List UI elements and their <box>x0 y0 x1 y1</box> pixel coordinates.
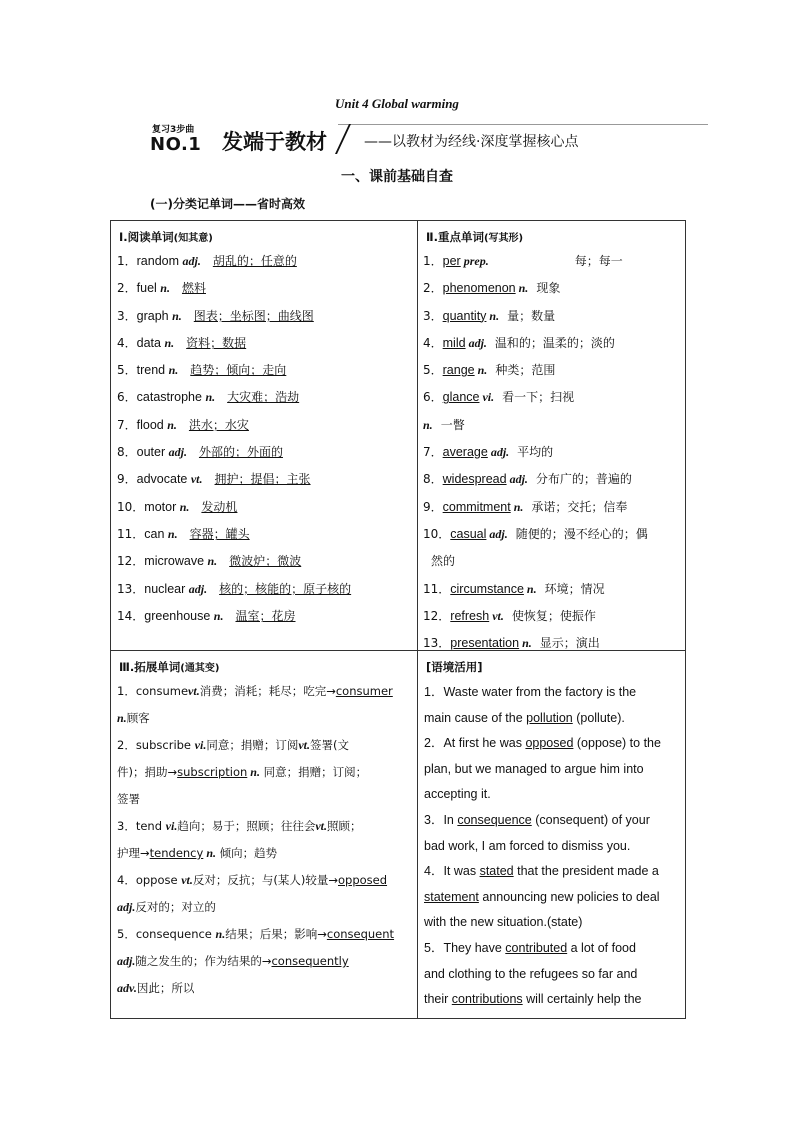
text-segment: accepting it. <box>424 787 491 802</box>
list-item <box>418 548 685 575</box>
item-number: 4． <box>117 335 137 350</box>
answer-meaning: 趋势；倾向；走向 <box>190 363 287 378</box>
text-line <box>418 808 685 834</box>
text-segment: 1．consume <box>117 684 189 698</box>
text-segment: 5．They have <box>424 940 506 955</box>
answer-blank: tendency <box>149 846 204 860</box>
list-item <box>111 494 417 521</box>
list-item <box>418 412 685 439</box>
part-of-speech: n. <box>519 636 532 651</box>
text-segment: 2．subscribe <box>117 738 195 752</box>
answer-word: casual <box>450 526 487 541</box>
text-segment: 随之发生的；作为结果的→ <box>135 954 272 968</box>
word-list <box>111 248 417 630</box>
list-item <box>111 412 417 439</box>
text-segment: 顾客 <box>126 711 150 725</box>
vocab-word: flood <box>136 417 168 432</box>
part-of-speech: vt. <box>315 819 327 833</box>
banner-subtitle: ——以教材为经线·深度掌握核心点 <box>364 134 579 150</box>
list-item <box>418 521 685 548</box>
item-number: 13． <box>423 636 451 651</box>
text-segment: main cause of the <box>424 710 527 725</box>
answer-word: glance <box>442 390 480 405</box>
vocab-word: catastrophe <box>136 390 206 405</box>
word-meaning: 每；每一 <box>574 254 623 268</box>
item-number: 3． <box>423 308 443 323</box>
vocab-word: data <box>136 335 165 350</box>
text-segment: 3．tend <box>117 819 166 833</box>
banner-number: NO.1 <box>150 134 202 155</box>
item-number: 11． <box>117 526 145 541</box>
answer-word: mild <box>442 335 466 350</box>
list-item <box>418 275 685 302</box>
part-of-speech: n. <box>168 363 179 378</box>
banner-divider <box>338 124 708 125</box>
part-of-speech: n. <box>510 499 524 514</box>
item-number: 1． <box>423 254 443 268</box>
item-number: 10． <box>423 526 451 541</box>
answer-blank: contributions <box>451 992 523 1007</box>
word-meaning: 分布广的；普遍的 <box>535 472 632 487</box>
answer-blank: consequently <box>271 954 349 968</box>
part-of-speech: vt. <box>489 608 504 623</box>
text-line <box>418 987 685 1013</box>
word-family-list <box>111 678 417 1002</box>
text-segment: their <box>424 992 452 1007</box>
answer-meaning: 大灾难；浩劫 <box>227 390 300 405</box>
item-number: 3． <box>117 308 137 323</box>
list-item <box>418 439 685 466</box>
box-heading-text: Ⅱ.重点单词 <box>426 230 484 244</box>
answer-blank: opposed <box>525 736 574 751</box>
text-segment: 反对的；对立的 <box>135 900 216 914</box>
box-heading: [语境活用] <box>426 660 483 674</box>
item-number: 2． <box>423 281 443 296</box>
vocab-word: microwave <box>144 554 208 569</box>
text-segment: (consequent) of your <box>531 812 650 827</box>
answer-word: average <box>442 445 488 460</box>
list-item <box>418 303 685 330</box>
item-number: 7． <box>117 417 137 432</box>
text-line <box>418 859 685 885</box>
answer-blank: statement <box>424 889 479 904</box>
text-line <box>418 962 685 988</box>
part-of-speech: n. <box>117 711 127 725</box>
text-line <box>418 834 685 860</box>
word-meaning: 看一下；扫视 <box>502 390 575 405</box>
part-of-speech: n. <box>207 554 218 569</box>
text-segment: 4．It was <box>424 864 480 879</box>
part-of-speech: vt. <box>298 738 311 752</box>
word-meaning: 温和的；温柔的；淡的 <box>494 335 615 350</box>
text-segment: (oppose) to the <box>573 736 661 751</box>
vocab-word: advocate <box>136 472 191 487</box>
item-number: 1． <box>117 254 137 268</box>
vocab-word: outer <box>136 445 169 460</box>
answer-word: phenomenon <box>442 281 516 296</box>
item-number: 8． <box>117 445 137 460</box>
answer-word: quantity <box>442 308 487 323</box>
text-segment: 照顾； <box>327 819 362 833</box>
subsection-title: (一)分类记单词——省时高效 <box>150 197 305 211</box>
part-of-speech: n. <box>167 526 178 541</box>
item-number: 5． <box>423 363 443 378</box>
text-segment: 签署(文 <box>310 738 350 752</box>
text-segment: (pollute). <box>572 710 625 725</box>
text-segment: 趋向；易于；照顾；往往会 <box>177 819 316 833</box>
text-line <box>418 680 685 706</box>
answer-meaning: 图表；坐标图；曲线图 <box>193 308 314 323</box>
answer-blank: pollution <box>526 710 573 725</box>
banner-title: 发端于教材 <box>222 130 327 154</box>
item-number: 2． <box>117 281 137 296</box>
vocab-word: can <box>144 526 168 541</box>
text-segment: 3．In <box>424 812 458 827</box>
item-number: 11． <box>423 581 451 596</box>
part-of-speech: n. <box>160 281 170 296</box>
part-of-speech: n. <box>486 308 500 323</box>
list-item <box>418 494 685 521</box>
answer-blank: contributed <box>505 940 568 955</box>
text-segment: 反对；反抗；与(某人)较量→ <box>192 873 338 887</box>
text-line <box>418 885 685 911</box>
box-heading <box>111 651 417 678</box>
part-of-speech: n. <box>167 417 177 432</box>
word-meaning: 承诺；交托；信奉 <box>531 499 628 514</box>
text-line <box>418 731 685 757</box>
text-segment: 件)；捐助→ <box>117 765 178 779</box>
item-number: 12． <box>423 608 451 623</box>
part-of-speech: adj. <box>506 472 528 487</box>
part-of-speech: n. <box>523 581 537 596</box>
list-item <box>418 248 685 275</box>
answer-meaning: 微波炉；微波 <box>229 554 302 569</box>
word-list <box>418 248 685 657</box>
text-segment: and clothing to the refugees so far and <box>424 966 638 981</box>
answer-blank: consumer <box>335 684 393 698</box>
word-meaning: 使恢复；使振作 <box>511 608 596 623</box>
list-item <box>111 384 417 411</box>
vocab-word: nuclear <box>144 581 189 596</box>
banner-steps: 复习3步曲 <box>152 125 195 135</box>
list-item <box>418 576 685 603</box>
list-item <box>418 603 685 630</box>
part-of-speech: n. <box>247 765 260 779</box>
list-item <box>111 548 417 575</box>
part-of-speech: n. <box>423 417 433 432</box>
part-of-speech: adv. <box>117 981 137 995</box>
item-number: 10． <box>117 499 145 514</box>
text-segment: 因此；所以 <box>136 981 195 995</box>
reading-words-box <box>111 221 417 630</box>
part-of-speech: n. <box>203 846 216 860</box>
text-line <box>418 782 685 808</box>
box-heading-note: (知其意) <box>173 233 213 244</box>
vocab-word: trend <box>136 363 169 378</box>
item-number: 9． <box>423 499 443 514</box>
box-heading-note: (通其变) <box>180 663 220 674</box>
text-line <box>111 759 417 786</box>
list-item <box>418 330 685 357</box>
exercise-list <box>418 680 685 1013</box>
answer-meaning: 核的；核能的；原子核的 <box>219 581 352 596</box>
text-line <box>111 705 417 732</box>
item-number: 5． <box>117 363 137 378</box>
text-line <box>111 813 417 840</box>
part-of-speech: adj. <box>486 526 508 541</box>
list-item <box>111 576 417 603</box>
text-line <box>111 732 417 759</box>
vocab-word: motor <box>144 499 180 514</box>
list-item <box>111 275 417 302</box>
answer-meaning: 拥护；提倡；主张 <box>214 472 311 487</box>
list-item <box>418 357 685 384</box>
text-line <box>111 975 417 1002</box>
list-item <box>111 357 417 384</box>
list-item <box>111 521 417 548</box>
part-of-speech: n. <box>164 335 175 350</box>
list-item <box>111 248 417 275</box>
vocab-word: graph <box>136 308 173 323</box>
text-line <box>111 678 417 705</box>
part-of-speech: adj. <box>168 445 187 460</box>
answer-blank: stated <box>479 864 514 879</box>
vocab-word: greenhouse <box>144 608 214 623</box>
word-meaning: 然的 <box>431 554 456 569</box>
part-of-speech: n. <box>213 608 224 623</box>
word-meaning: 量；数量 <box>507 308 556 323</box>
item-number: 8． <box>423 472 443 487</box>
part-of-speech: adj. <box>487 445 510 460</box>
word-meaning: 环境；情况 <box>544 581 605 596</box>
answer-word: range <box>442 363 475 378</box>
text-segment: will certainly help the <box>522 992 642 1007</box>
part-of-speech: n. <box>205 390 216 405</box>
text-segment: 结果；后果；影响→ <box>225 927 327 941</box>
list-item <box>111 439 417 466</box>
text-line <box>111 921 417 948</box>
unit-title: Unit 4 Global warming <box>335 96 459 111</box>
part-of-speech: adj. <box>117 900 136 914</box>
box-heading <box>418 221 685 248</box>
list-item <box>111 330 417 357</box>
part-of-speech: n. <box>172 308 182 323</box>
banner-slash <box>335 124 351 154</box>
text-line <box>111 786 417 813</box>
vocab-table <box>110 220 686 1019</box>
extended-words-box <box>111 651 417 1002</box>
answer-meaning: 温室；花房 <box>235 608 296 623</box>
part-of-speech: adj. <box>465 335 487 350</box>
text-line <box>111 948 417 975</box>
box-heading-note: (写其形) <box>483 233 524 244</box>
part-of-speech: vt. <box>188 684 200 698</box>
word-meaning: 现象 <box>536 281 561 296</box>
part-of-speech: n. <box>474 363 488 378</box>
text-segment: 4．oppose <box>117 873 182 887</box>
answer-meaning: 容器；罐头 <box>189 526 250 541</box>
word-meaning: 显示；演出 <box>539 636 600 651</box>
text-segment: 同意；捐赠；订阅 <box>206 738 299 752</box>
item-number: 7． <box>423 445 443 460</box>
key-words-box <box>418 221 685 657</box>
text-segment: that the president made a <box>513 864 659 879</box>
text-segment: 消费；消耗；耗尽；吃完→ <box>199 684 336 698</box>
context-usage-box <box>418 651 685 1013</box>
text-line <box>418 757 685 783</box>
part-of-speech: adj. <box>188 581 208 596</box>
list-item <box>111 466 417 493</box>
answer-meaning: 资料；数据 <box>186 335 247 350</box>
text-line <box>418 910 685 936</box>
word-meaning: 随便的；漫不经心的；偶 <box>515 526 648 541</box>
text-segment: 2．At first he was <box>424 736 526 751</box>
text-segment: bad work, I am forced to dismiss you. <box>424 838 631 853</box>
text-segment: with the new situation.(state) <box>424 915 583 930</box>
text-line <box>418 936 685 962</box>
section-banner <box>148 120 708 156</box>
text-segment: announcing new policies to deal <box>478 889 660 904</box>
text-segment: plan, but we managed to argue him into <box>424 761 644 776</box>
answer-word: circumstance <box>450 581 524 596</box>
list-item <box>111 603 417 630</box>
list-item <box>418 466 685 493</box>
box-heading <box>111 221 417 248</box>
answer-meaning: 洪水；水灾 <box>188 417 249 432</box>
part-of-speech: n. <box>179 499 190 514</box>
answer-meaning: 发动机 <box>201 499 238 514</box>
part-of-speech: adj. <box>117 954 136 968</box>
answer-blank: consequent <box>326 927 395 941</box>
text-line <box>111 867 417 894</box>
answer-meaning: 外部的；外面的 <box>198 445 283 460</box>
item-number: 4． <box>423 335 443 350</box>
part-of-speech: prep. <box>460 254 489 268</box>
item-number: 6． <box>423 390 443 405</box>
answer-blank: consequence <box>457 812 532 827</box>
text-line <box>111 840 417 867</box>
box-heading-text: Ⅲ.拓展单词 <box>119 660 181 674</box>
text-segment: 倾向；趋势 <box>216 846 278 860</box>
answer-blank: subscription <box>177 765 248 779</box>
item-number: 13． <box>117 581 145 596</box>
part-of-speech: vi. <box>165 819 178 833</box>
answer-word: refresh <box>450 608 490 623</box>
text-line <box>111 894 417 921</box>
word-meaning: 一瞥 <box>440 417 465 432</box>
text-segment: 1．Waste water from the factory is the <box>424 685 637 699</box>
box-heading-text: Ⅰ.阅读单词 <box>119 230 174 244</box>
section-title: 一、课前基础自查 <box>341 169 453 185</box>
answer-word: commitment <box>442 499 511 514</box>
word-meaning: 平均的 <box>517 445 554 460</box>
item-number: 14． <box>117 608 145 623</box>
answer-meaning: 燃料 <box>181 281 206 296</box>
text-segment: a lot of food <box>567 940 636 955</box>
text-line <box>418 706 685 732</box>
text-segment: 签署 <box>117 792 140 806</box>
item-number: 9． <box>117 472 137 487</box>
part-of-speech: n. <box>515 281 529 296</box>
part-of-speech: vt. <box>181 873 193 887</box>
list-item <box>111 303 417 330</box>
text-segment: 同意；捐赠；订阅； <box>259 765 368 779</box>
answer-blank: opposed <box>338 873 388 887</box>
part-of-speech: adj. <box>182 254 201 268</box>
answer-word: presentation <box>450 636 520 651</box>
list-item <box>418 384 685 411</box>
item-number: 6． <box>117 390 137 405</box>
part-of-speech: vi. <box>479 390 495 405</box>
vocab-word: random <box>136 254 183 268</box>
word-meaning: 种类；范围 <box>495 363 556 378</box>
item-number: 12． <box>117 554 145 569</box>
part-of-speech: vt. <box>190 472 203 487</box>
text-segment: 护理→ <box>117 846 150 860</box>
part-of-speech: vi. <box>194 738 207 752</box>
answer-word: widespread <box>442 472 507 487</box>
vocab-word: fuel <box>136 281 161 296</box>
part-of-speech: n. <box>215 927 226 941</box>
text-segment: 5．consequence <box>117 927 216 941</box>
answer-meaning: 胡乱的；任意的 <box>212 254 297 268</box>
answer-word: per <box>442 254 461 268</box>
